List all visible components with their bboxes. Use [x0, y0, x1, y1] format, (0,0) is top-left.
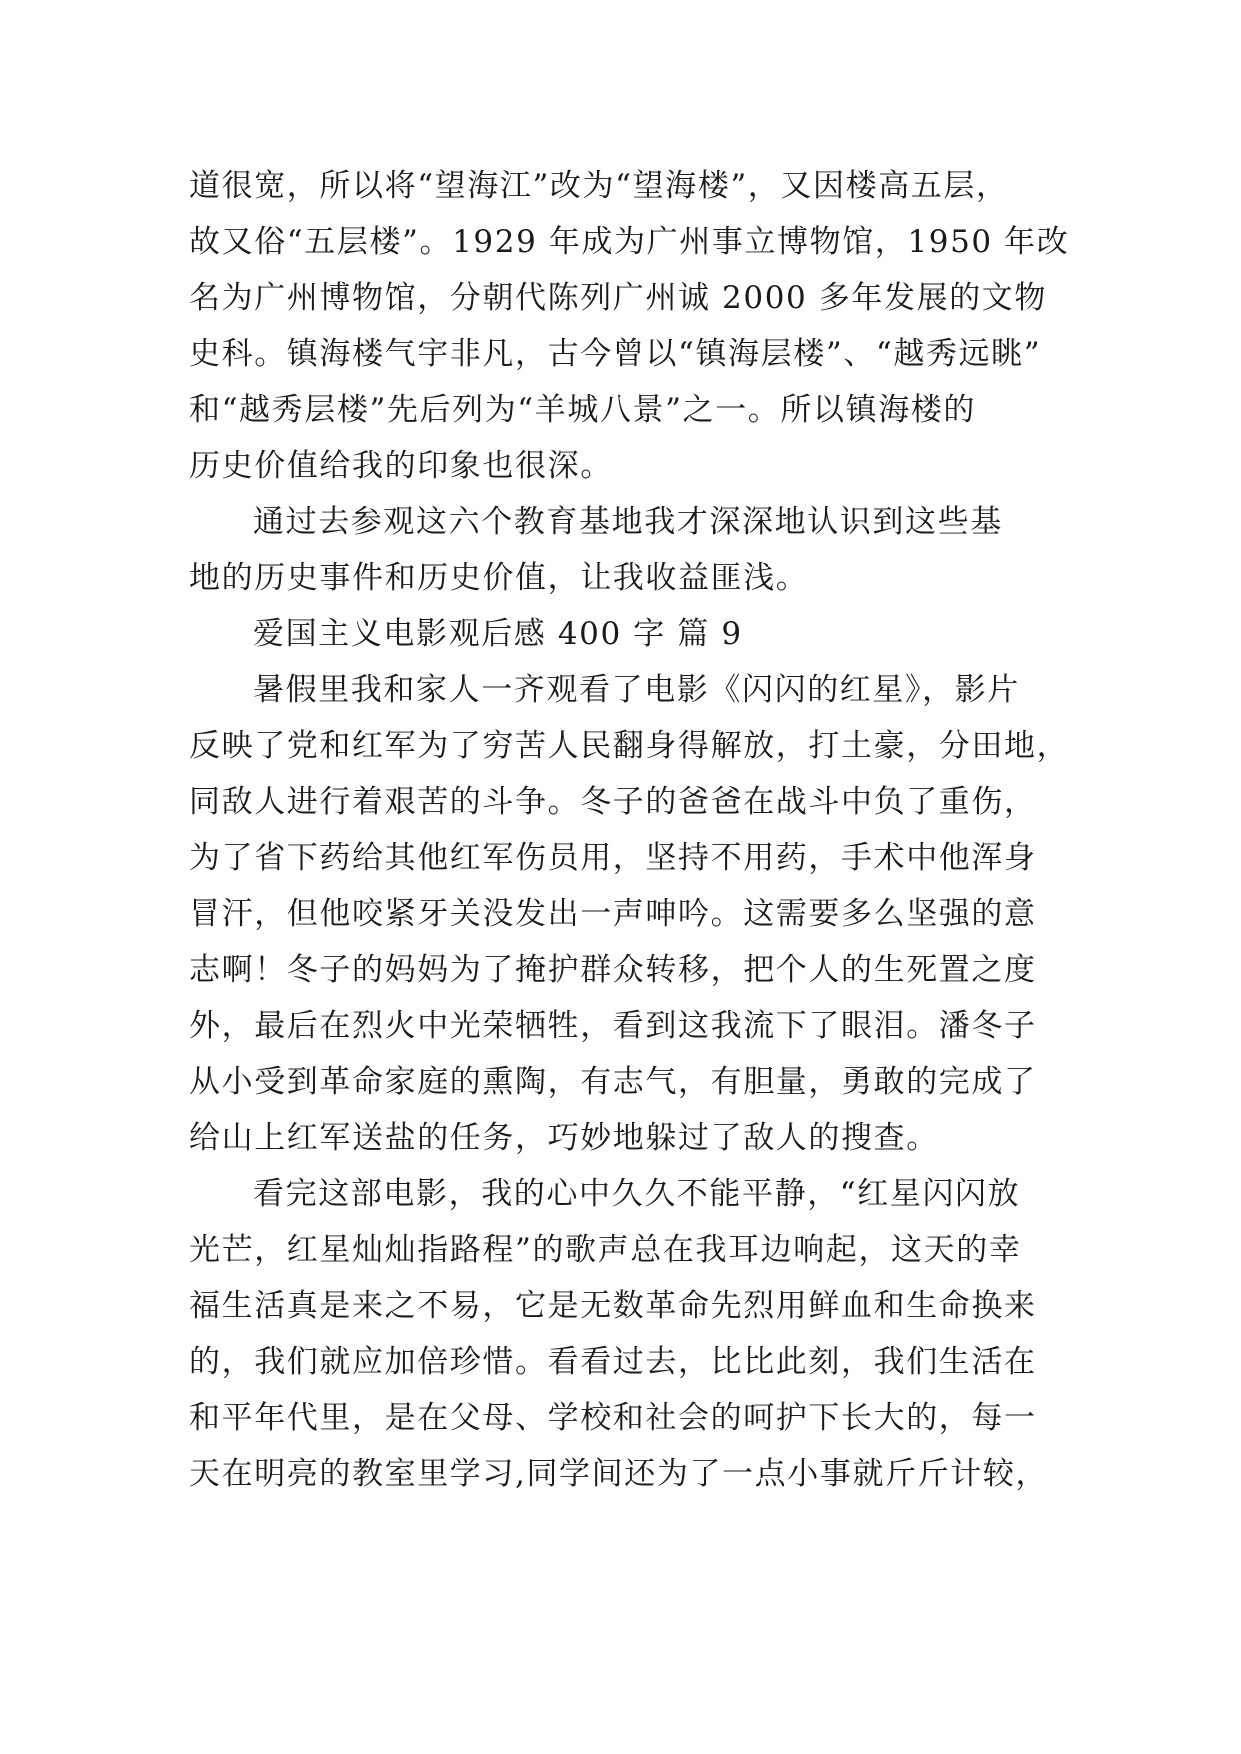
- text-line: 冒汗，但他咬紧牙关没发出一声呻吟。这需要多么坚强的意: [189, 896, 1037, 932]
- text-line: 的，我们就应加倍珍惜。看看过去，比比此刻，我们生活在: [189, 1344, 1037, 1380]
- text-line: 史科。镇海楼气宇非凡，古今曾以“镇海层楼”、“越秀远眺”: [189, 336, 1042, 372]
- text-line: 外，最后在烈火中光荣牺牲，看到这我流下了眼泪。潘冬子: [189, 1008, 1037, 1044]
- text-line: 和平年代里，是在父母、学校和社会的呵护下长大的，每一: [189, 1400, 1037, 1436]
- text-line: 反映了党和红军为了穷苦人民翻身得解放，打土豪，分田地，: [189, 728, 1070, 764]
- document-body: [189, 158, 1070, 1502]
- text-line: 故又俗“五层楼”。1929 年成为广州事立博物馆，1950 年改: [189, 224, 1070, 260]
- text-line: 从小受到革命家庭的熏陶，有志气，有胆量，勇敢的完成了: [189, 1064, 1037, 1100]
- text-line: 为了省下药给其他红军伤员用，坚持不用药，手术中他浑身: [189, 840, 1037, 876]
- text-line: 天在明亮的教室里学习,同学间还为了一点小事就斤斤计较，: [189, 1456, 1049, 1492]
- text-line: 暑假里我和家人一齐观看了电影《闪闪的红星》，影片: [253, 672, 1020, 708]
- text-line: 道很宽，所以将“望海江”改为“望海楼”，又因楼高五层，: [189, 168, 1009, 204]
- text-line: 给山上红军送盐的任务，巧妙地躲过了敌人的搜查。: [189, 1120, 939, 1156]
- text-line: 地的历史事件和历史价值，让我收益匪浅。: [189, 560, 809, 596]
- text-line: 历史价值给我的印象也很深。: [189, 448, 613, 484]
- text-line: 看完这部电影，我的心中久久不能平静，“红星闪闪放: [253, 1176, 1021, 1212]
- text-line: 爱国主义电影观后感 400 字 篇 9: [253, 616, 743, 652]
- text-line: 通过去参观这六个教育基地我才深深地认识到这些基: [253, 504, 1003, 540]
- text-line: 光芒，红星灿灿指路程”的歌声总在我耳边响起，这天的幸: [189, 1232, 1022, 1268]
- text-line: 福生活真是来之不易，它是无数革命先烈用鲜血和生命换来: [189, 1288, 1037, 1324]
- text-line: 志啊！冬子的妈妈为了掩护群众转移，把个人的生死置之度: [189, 952, 1037, 988]
- text-line: 同敌人进行着艰苦的斗争。冬子的爸爸在战斗中负了重伤，: [189, 784, 1037, 820]
- text-line: 和“越秀层楼”先后列为“羊城八景”之一。所以镇海楼的: [189, 392, 976, 428]
- text-line: 名为广州博物馆，分朝代陈列广州诚 2000 多年发展的文物: [189, 280, 1047, 316]
